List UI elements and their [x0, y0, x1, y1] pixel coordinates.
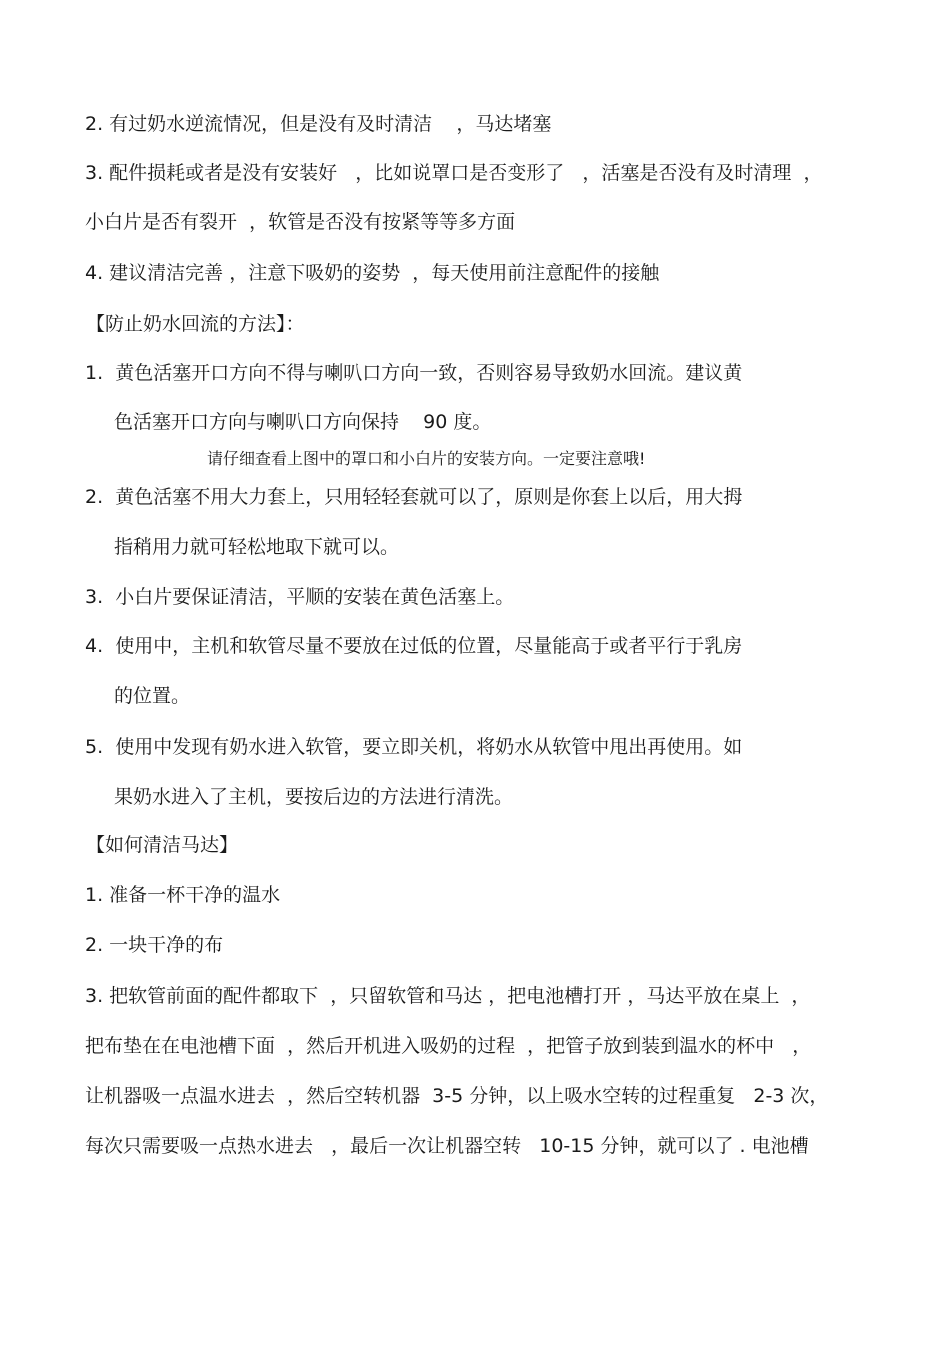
list-item-1-cont: 色活塞开口方向与喇叭口方向保持 90 度。: [114, 411, 492, 433]
text-line-cleaning-advice: 4. 建议清洁完善 ，注意下吸奶的姿势 ，每天使用前注意配件的接触: [85, 262, 660, 284]
step-2: 2. 一块干净的布: [85, 934, 224, 956]
text-line-parts-worn-cont: 小白片是否有裂开 ，软管是否没有按紧等等多方面: [85, 211, 516, 233]
step-3-cont-3: 每次只需要吸一点热水进去 ，最后一次让机器空转 10-15 分钟，就可以了 . 电池槽: [85, 1135, 809, 1157]
section-heading-clean-motor: 【如何清洁马达】: [86, 834, 239, 856]
image-caption-note: 请仔细查看上图中的罩口和小白片的安装方向。一定要注意哦!: [207, 449, 646, 468]
section-heading-prevent-backflow: 【防止奶水回流的方法】：: [86, 313, 305, 335]
list-item-4-cont: 的位置。: [114, 685, 191, 707]
list-item-3: 3. 小白片要保证清洁，平顺的安装在黄色活塞上。: [85, 586, 515, 608]
step-3: 3. 把软管前面的配件都取下 ，只留软管和马达 ，把电池槽打开 ，马达平放在桌上 ，: [85, 985, 811, 1007]
list-item-2: 2. 黄色活塞不用大力套上，只用轻轻套就可以了，原则是你套上以后，用大拇: [85, 486, 743, 508]
list-item-4: 4. 使用中，主机和软管尽量不要放在过低的位置，尽量能高于或者平行于乳房: [85, 635, 743, 657]
list-item-5: 5. 使用中发现有奶水进入软管，要立即关机，将奶水从软管中甩出再使用。如: [85, 736, 743, 758]
list-item-2-cont: 指稍用力就可轻松地取下就可以。: [114, 536, 400, 558]
text-line-parts-worn: 3. 配件损耗或者是没有安装好 ，比如说罩口是否变形了 ，活塞是否没有及时清理 ，: [85, 162, 823, 184]
step-3-cont-1: 把布垫在在电池槽下面 ，然后开机进入吸奶的过程 ，把管子放到装到温水的杯中 ，: [85, 1035, 812, 1057]
list-item-1: 1. 黄色活塞开口方向不得与喇叭口方向一致，否则容易导致奶水回流。建议黄: [85, 362, 743, 384]
text-line-motor-clogged: 2. 有过奶水逆流情况，但是没有及时清洁 ，马达堵塞: [85, 113, 552, 135]
step-3-cont-2: 让机器吸一点温水进去 ，然后空转机器 3-5 分钟，以上吸水空转的过程重复 2-3 次，: [85, 1085, 829, 1107]
list-item-5-cont: 果奶水进入了主机，要按后边的方法进行清洗。: [114, 786, 514, 808]
step-1: 1. 准备一杯干净的温水: [85, 884, 281, 906]
